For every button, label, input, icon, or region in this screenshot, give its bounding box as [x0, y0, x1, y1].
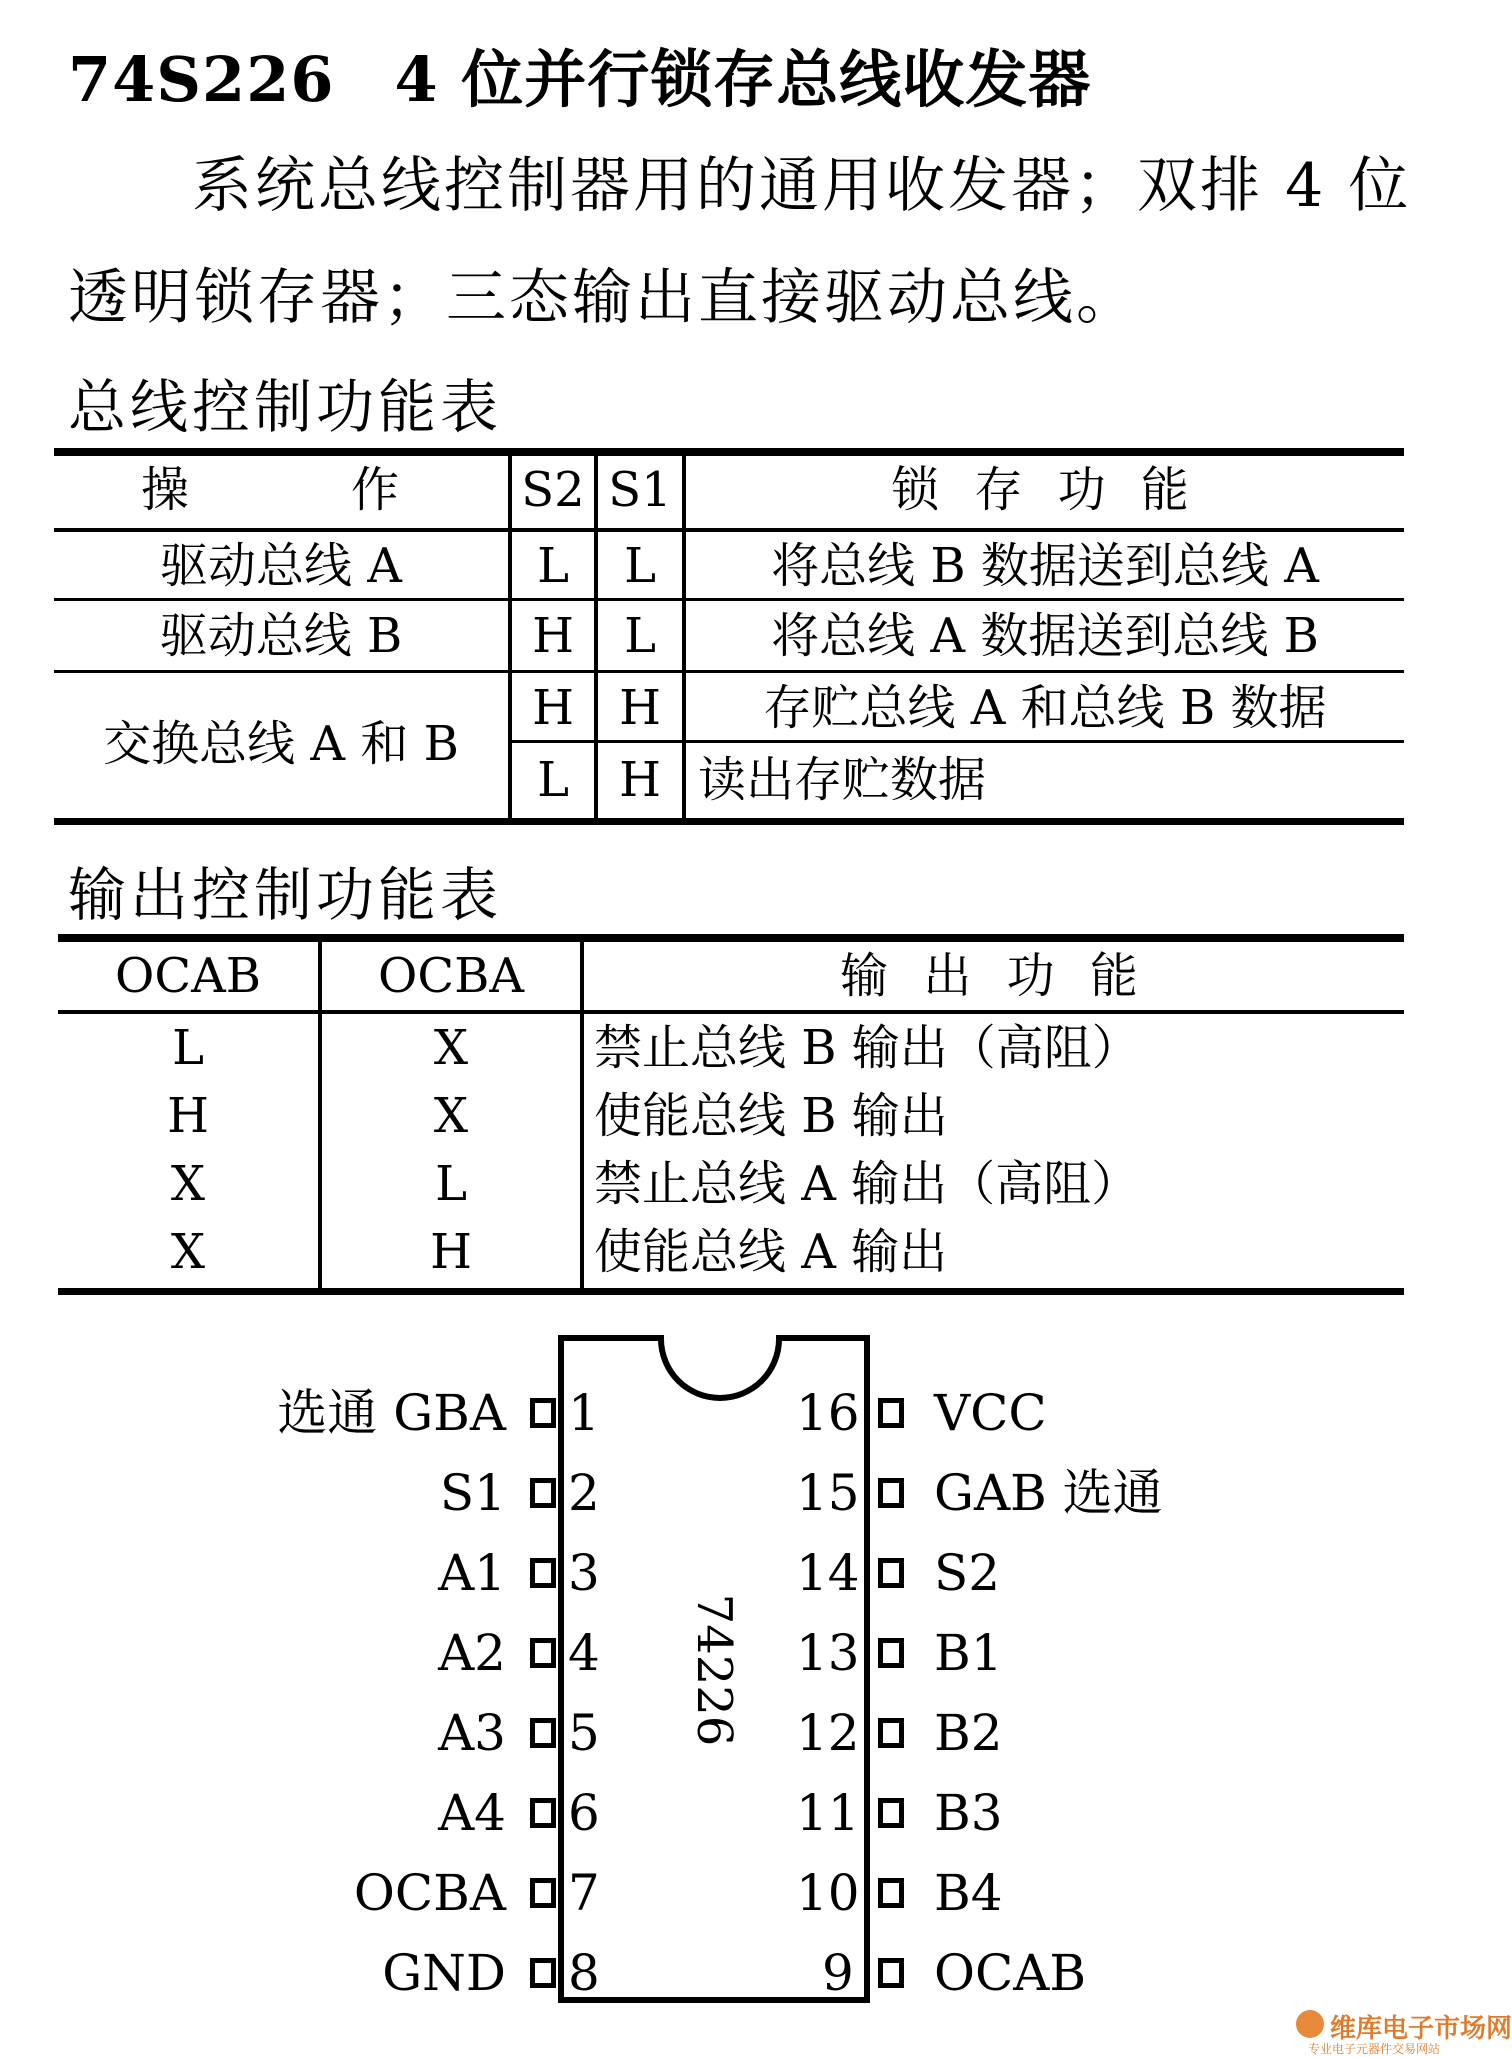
pin-number: 2: [568, 1464, 600, 1522]
pin-label: VCC: [934, 1384, 1047, 1442]
output-table-title: 输出控制功能表: [68, 861, 503, 929]
pin-label: A1: [438, 1544, 506, 1602]
pin-label: GAB 选通: [934, 1464, 1163, 1522]
table-border-top: [54, 448, 1404, 456]
pin-pad: [530, 1878, 556, 1908]
table-cell-function: 将总线 B 数据送到总线 A: [771, 538, 1319, 594]
header-ocab: OCAB: [114, 948, 261, 1004]
pin-pad: [878, 1558, 904, 1588]
pin-label: OCAB: [934, 1944, 1087, 2002]
pin-pad: [878, 1638, 904, 1668]
table-cell-s2: H: [532, 680, 574, 736]
table-rule: [510, 740, 1404, 743]
pin-number: 5: [568, 1704, 600, 1762]
pin-label: A2: [438, 1624, 506, 1682]
table-border-top: [58, 934, 1404, 942]
pin-pad: [878, 1718, 904, 1748]
pin-pad: [878, 1398, 904, 1428]
pin-pad: [530, 1638, 556, 1668]
table-cell-ocab: X: [170, 1224, 206, 1280]
table-rule: [54, 670, 1404, 673]
table-cell-s2: L: [537, 538, 569, 594]
pin-pad: [878, 1478, 904, 1508]
pin-number: 11: [796, 1784, 860, 1842]
table-cell-ocab: L: [172, 1020, 204, 1076]
table-cell-s2: L: [537, 752, 569, 808]
pin-pad: [530, 1478, 556, 1508]
pin-label: A3: [438, 1704, 506, 1762]
table-cell-function: 禁止总线 B 输出（高阻）: [594, 1020, 1140, 1076]
table-cell-function: 将总线 A 数据送到总线 B: [771, 608, 1319, 664]
pin-pad: [530, 1558, 556, 1588]
part-number: 74S226: [68, 43, 335, 116]
pin-number: 3: [568, 1544, 600, 1602]
pin-number: 13: [796, 1624, 860, 1682]
watermark-text: 维库电子市场网: [1330, 2014, 1512, 2044]
table-cell-operation: 驱动总线 B: [159, 608, 403, 664]
table-border-bottom: [54, 818, 1404, 825]
pin-number: 16: [796, 1384, 860, 1442]
table-rule: [54, 528, 1404, 532]
chip-name: 74226: [686, 1593, 742, 1747]
description-line-1: 系统总线控制器用的通用收发器；双排 4 位: [192, 151, 1412, 221]
pin-pad: [530, 1398, 556, 1428]
pin-pad: [530, 1798, 556, 1828]
header-ocba: OCBA: [377, 948, 524, 1004]
table-cell-operation: 驱动总线 A: [160, 538, 402, 594]
header-operation: 操 作: [140, 462, 421, 518]
table-border-bottom: [58, 1288, 1404, 1295]
pin-number: 6: [568, 1784, 600, 1842]
header-s2: S2: [521, 462, 585, 518]
pin-label: OCBA: [353, 1864, 506, 1922]
pin-pad: [530, 1718, 556, 1748]
table-cell-s2: H: [532, 608, 574, 664]
pin-number: 15: [796, 1464, 860, 1522]
table-cell-s1: H: [619, 680, 661, 736]
table-rule: [54, 598, 1404, 601]
table-cell-function: 使能总线 B 输出: [594, 1088, 948, 1144]
description-line-2: 透明锁存器；三态输出直接驱动总线。: [68, 263, 1139, 333]
table-rule: [58, 1010, 1404, 1014]
pin-number: 1: [568, 1384, 600, 1442]
page-title: [68, 30, 1091, 119]
table-cell-ocba: X: [433, 1088, 469, 1144]
pin-label: S1: [439, 1464, 506, 1522]
pin-label: B2: [934, 1704, 1003, 1762]
table-cell-ocab: X: [170, 1156, 206, 1212]
pin-label: B4: [934, 1864, 1003, 1922]
table-cell-ocba: L: [435, 1156, 467, 1212]
pin-number: 8: [568, 1944, 600, 2002]
table-cell-s1: L: [624, 608, 656, 664]
part-name: 4 位并行锁存总线收发器: [394, 43, 1092, 116]
table-cell-function: 使能总线 A 输出: [594, 1224, 948, 1280]
watermark-subtext: 专业电子元器件交易网站: [1308, 2042, 1441, 2056]
pin-number: 9: [822, 1944, 854, 2002]
pin-pad: [530, 1958, 556, 1988]
table-cell-function: 禁止总线 A 输出（高阻）: [594, 1156, 1140, 1212]
header-s1: S1: [608, 462, 672, 518]
pin-label: A4: [438, 1784, 506, 1842]
pin-label: 选通 GBA: [277, 1384, 506, 1442]
table-cell-s1: H: [619, 752, 661, 808]
pin-number: 4: [568, 1624, 600, 1682]
table-cell-s1: L: [624, 538, 656, 594]
pin-label: B1: [934, 1624, 1003, 1682]
pin-number: 12: [796, 1704, 860, 1762]
pin-pad: [878, 1878, 904, 1908]
watermark-logo-icon: [1296, 2010, 1324, 2038]
bus-table-title: 总线控制功能表: [68, 373, 503, 441]
table-cell-operation: 交换总线 A 和 B: [103, 716, 459, 772]
pin-number: 10: [796, 1864, 860, 1922]
table-cell-function: 读出存贮数据: [698, 752, 987, 808]
pin-pad: [878, 1798, 904, 1828]
pin-label: GND: [382, 1944, 506, 2002]
header-output-function: 输 出 功 能: [840, 948, 1148, 1004]
table-cell-ocba: H: [430, 1224, 472, 1280]
pin-number: 7: [568, 1864, 600, 1922]
header-latch-function: 锁 存 功 能: [891, 462, 1199, 518]
table-cell-ocba: X: [433, 1020, 469, 1076]
pin-label: S2: [934, 1544, 1001, 1602]
pin-number: 14: [796, 1544, 860, 1602]
pin-label: B3: [934, 1784, 1003, 1842]
table-cell-function: 存贮总线 A 和总线 B 数据: [763, 680, 1327, 736]
table-cell-ocab: H: [167, 1088, 209, 1144]
pin-pad: [878, 1958, 904, 1988]
